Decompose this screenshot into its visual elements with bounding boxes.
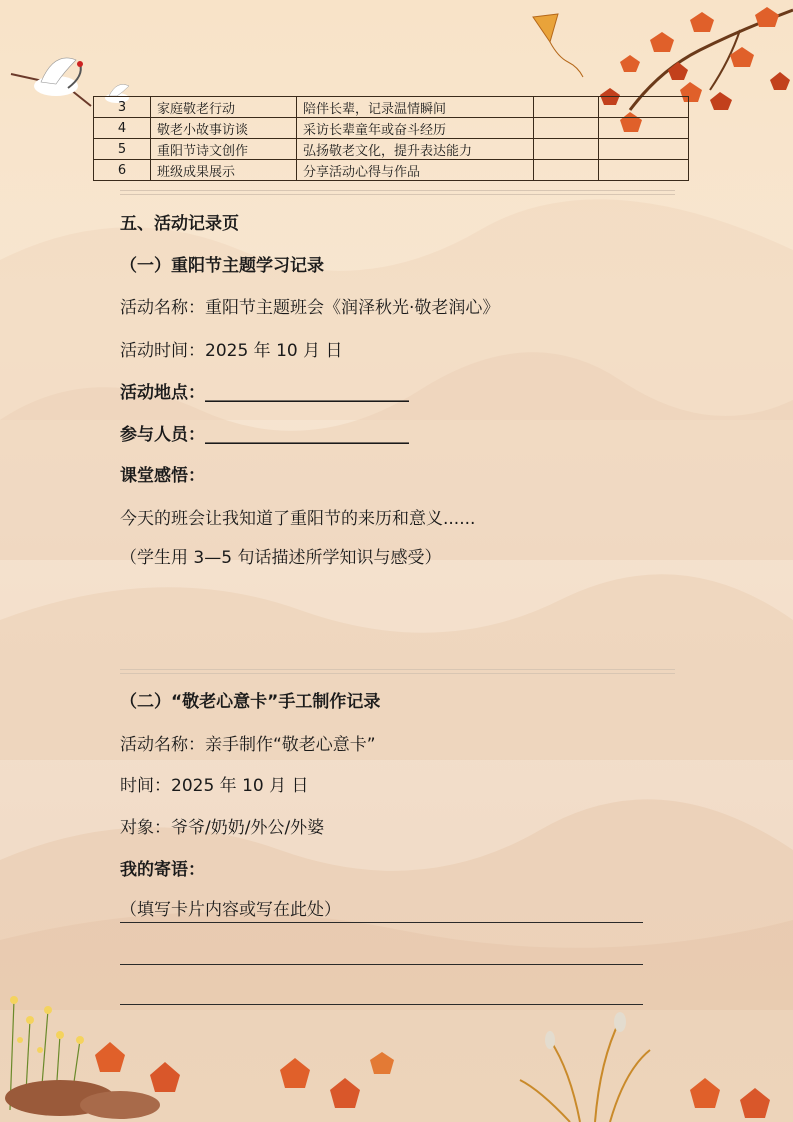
schedule-table: [93, 96, 689, 181]
row-desc: 分享活动心得与作品: [297, 160, 534, 181]
write-line[interactable]: [120, 922, 643, 923]
row-number: 6: [94, 160, 151, 181]
table-row: [94, 97, 689, 118]
row-number: 4: [94, 118, 151, 139]
write-line[interactable]: [120, 1004, 643, 1005]
card-time: 时间：2025 年 10 月 日: [120, 776, 309, 796]
card-target: 对象：爷爷/奶奶/外公/外婆: [120, 818, 325, 838]
row-number: 3: [94, 97, 151, 118]
table-row: [94, 160, 689, 181]
row-item: 敬老小故事访谈: [151, 118, 297, 139]
subsection-heading-1: （一）重阳节主题学习记录: [120, 256, 324, 276]
fallen-leaves-icon: [260, 1050, 400, 1122]
row-desc: 陪伴长辈，记录温情瞬间: [297, 97, 534, 118]
grass-leaves-icon: [510, 1010, 793, 1122]
write-line[interactable]: [120, 964, 643, 965]
feeling-label: 课堂感悟：: [120, 466, 205, 486]
activity-time: 活动时间：2025 年 10 月 日: [120, 341, 343, 361]
row-desc: 弘扬敬老文化，提升表达能力: [297, 139, 534, 160]
table-row: [94, 139, 689, 160]
row-item: 家庭敬老行动: [151, 97, 297, 118]
row-blank: [534, 97, 599, 118]
row-blank: [534, 160, 599, 181]
card-activity-name: 活动名称：亲手制作“敬老心意卡”: [120, 735, 376, 755]
feeling-text: 今天的班会让我知道了重阳节的来历和意义......: [120, 509, 476, 529]
row-item: 班级成果展示: [151, 160, 297, 181]
participants: [120, 423, 409, 447]
row-blank: [599, 118, 689, 139]
divider: [120, 669, 675, 674]
place-blank[interactable]: ________________________: [205, 383, 409, 403]
message-hint: （填写卡片内容或写在此处）: [120, 900, 341, 920]
feeling-hint: （学生用 3—5 句话描述所学知识与感受）: [120, 548, 442, 568]
row-desc: 采访长辈童年或奋斗经历: [297, 118, 534, 139]
section-heading: 五、活动记录页: [120, 214, 239, 234]
row-blank: [599, 97, 689, 118]
table-row: [94, 118, 689, 139]
subsection-heading-2: （二）“敬老心意卡”手工制作记录: [120, 692, 381, 712]
participants-blank[interactable]: ________________________: [205, 425, 409, 445]
row-number: 5: [94, 139, 151, 160]
activity-place: [120, 381, 409, 405]
participants-label: 参与人员：: [120, 425, 205, 445]
row-blank: [534, 118, 599, 139]
divider: [120, 190, 675, 195]
flowers-rocks-icon: [0, 980, 200, 1122]
row-item: 重阳节诗文创作: [151, 139, 297, 160]
row-blank: [599, 160, 689, 181]
message-label: 我的寄语：: [120, 860, 205, 880]
row-blank: [534, 139, 599, 160]
activity-name: 活动名称：重阳节主题班会《润泽秋光·敬老润心》: [120, 298, 500, 318]
kite-icon: [528, 12, 588, 82]
place-label: 活动地点：: [120, 383, 205, 403]
row-blank: [599, 139, 689, 160]
